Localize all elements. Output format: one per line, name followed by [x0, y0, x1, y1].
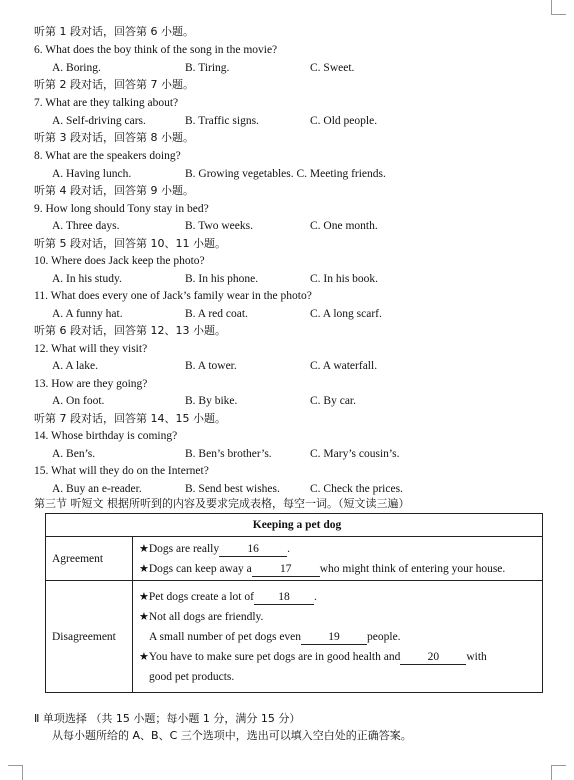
question-15-option-c: C. Check the prices. — [310, 483, 403, 495]
question-7-option-b: B. Traffic signs. — [185, 115, 259, 127]
question-10: 10. Where does Jack keep the photo? — [34, 255, 205, 267]
crop-mark-top-right — [551, 0, 566, 15]
crop-mark-bottom-right — [551, 765, 566, 780]
question-13: 13. How are they going? — [34, 378, 148, 390]
part-2-instruction: 从每小题所给的 A、B、C 三个选项中，选出可以填入空白处的正确答案。 — [52, 729, 412, 742]
question-6-option-c: C. Sweet. — [310, 62, 355, 74]
blank-19[interactable]: 19 — [301, 630, 367, 645]
question-13-option-b: B. By bike. — [185, 395, 238, 407]
dialogue-6-instruction: 听第 6 段对话，回答第 12、13 小题。 — [34, 324, 226, 337]
disagreement-label: Disagreement — [46, 581, 133, 693]
question-8-option-a: A. Having lunch. — [52, 168, 132, 180]
question-10-option-a: A. In his study. — [52, 273, 122, 285]
agreement-point-17: ★Dogs can keep away a 17 who might think of entering your house. — [139, 561, 506, 575]
question-9-option-c: C. One month. — [310, 220, 378, 232]
blank-17[interactable]: 17 — [252, 562, 320, 577]
question-13-option-a: A. On foot. — [52, 395, 105, 407]
agreement-cell — [133, 537, 543, 581]
disagreement-point-friendly: ★Not all dogs are friendly. — [139, 609, 264, 623]
question-8-option-b-c: B. Growing vegetables. C. Meeting friends. — [185, 168, 386, 180]
star-icon: ★ — [139, 541, 149, 555]
question-11-option-a: A. A funny hat. — [52, 308, 123, 320]
question-11: 11. What does every one of Jack’s family wear in the photo? — [34, 290, 312, 302]
question-8: 8. What are the speakers doing? — [34, 150, 181, 162]
question-7-option-a: A. Self-driving cars. — [52, 115, 146, 127]
question-6: 6. What does the boy think of the song in the movie? — [34, 44, 278, 56]
part-2-title: Ⅱ 单项选择 （共 15 小题；每小题 1 分，满分 15 分） — [34, 712, 301, 725]
blank-20[interactable]: 20 — [400, 650, 466, 665]
question-15: 15. What will they do on the Internet? — [34, 465, 209, 477]
disagreement-point-20: ★You have to make sure pet dogs are in good health and 20 with — [139, 649, 487, 663]
question-15-option-b: B. Send best wishes. — [185, 483, 280, 495]
dialogue-5-instruction: 听第 5 段对话，回答第 10、11 小题。 — [34, 237, 226, 250]
question-11-option-b: B. A red coat. — [185, 308, 248, 320]
question-11-option-c: C. A long scarf. — [310, 308, 382, 320]
dialogue-7-instruction: 听第 7 段对话，回答第 14、15 小题。 — [34, 412, 226, 425]
table-header: Keeping a pet dog — [46, 514, 543, 537]
dialogue-3-instruction: 听第 3 段对话，回答第 8 小题。 — [34, 131, 194, 144]
question-14: 14. Whose birthday is coming? — [34, 430, 178, 442]
disagreement-point-18: ★Pet dogs create a lot of 18 . — [139, 589, 317, 603]
question-9-option-b: B. Two weeks. — [185, 220, 253, 232]
star-icon: ★ — [139, 649, 149, 663]
question-12-option-b: B. A tower. — [185, 360, 237, 372]
disagreement-cell — [133, 581, 543, 693]
question-14-option-b: B. Ben’s brother’s. — [185, 448, 272, 460]
question-6-option-a: A. Boring. — [52, 62, 101, 74]
question-14-option-c: C. Mary’s cousin’s. — [310, 448, 400, 460]
pet-dog-table — [45, 513, 543, 693]
crop-mark-bottom-left — [8, 765, 23, 780]
blank-16[interactable]: 16 — [219, 542, 287, 557]
agreement-point-16: ★Dogs are really 16 . — [139, 541, 290, 555]
dialogue-2-instruction: 听第 2 段对话，回答第 7 小题。 — [34, 78, 194, 91]
question-15-option-a: A. Buy an e-reader. — [52, 483, 142, 495]
question-7: 7. What are they talking about? — [34, 97, 179, 109]
question-12-option-c: C. A waterfall. — [310, 360, 378, 372]
question-9: 9. How long should Tony stay in bed? — [34, 203, 209, 215]
question-6-option-b: B. Tiring. — [185, 62, 230, 74]
disagreement-point-20-continued: good pet products. — [149, 670, 235, 683]
question-12-option-a: A. A lake. — [52, 360, 98, 372]
question-10-option-c: C. In his book. — [310, 273, 379, 285]
agreement-label: Agreement — [46, 537, 133, 581]
question-7-option-c: C. Old people. — [310, 115, 378, 127]
star-icon: ★ — [139, 609, 149, 623]
dialogue-1-instruction: 听第 1 段对话，回答第 6 小题。 — [34, 25, 194, 38]
question-13-option-c: C. By car. — [310, 395, 356, 407]
question-10-option-b: B. In his phone. — [185, 273, 259, 285]
section-3-title: 第三节 听短文 根据所听到的内容及要求完成表格，每空一词。（短文读三遍） — [34, 497, 410, 510]
question-12: 12. What will they visit? — [34, 343, 148, 355]
blank-18[interactable]: 18 — [254, 590, 314, 605]
question-9-option-a: A. Three days. — [52, 220, 120, 232]
disagreement-point-19: A small number of pet dogs even 19 people. — [149, 630, 401, 643]
star-icon: ★ — [139, 561, 149, 575]
dialogue-4-instruction: 听第 4 段对话，回答第 9 小题。 — [34, 184, 194, 197]
star-icon: ★ — [139, 589, 149, 603]
question-14-option-a: A. Ben’s. — [52, 448, 96, 460]
